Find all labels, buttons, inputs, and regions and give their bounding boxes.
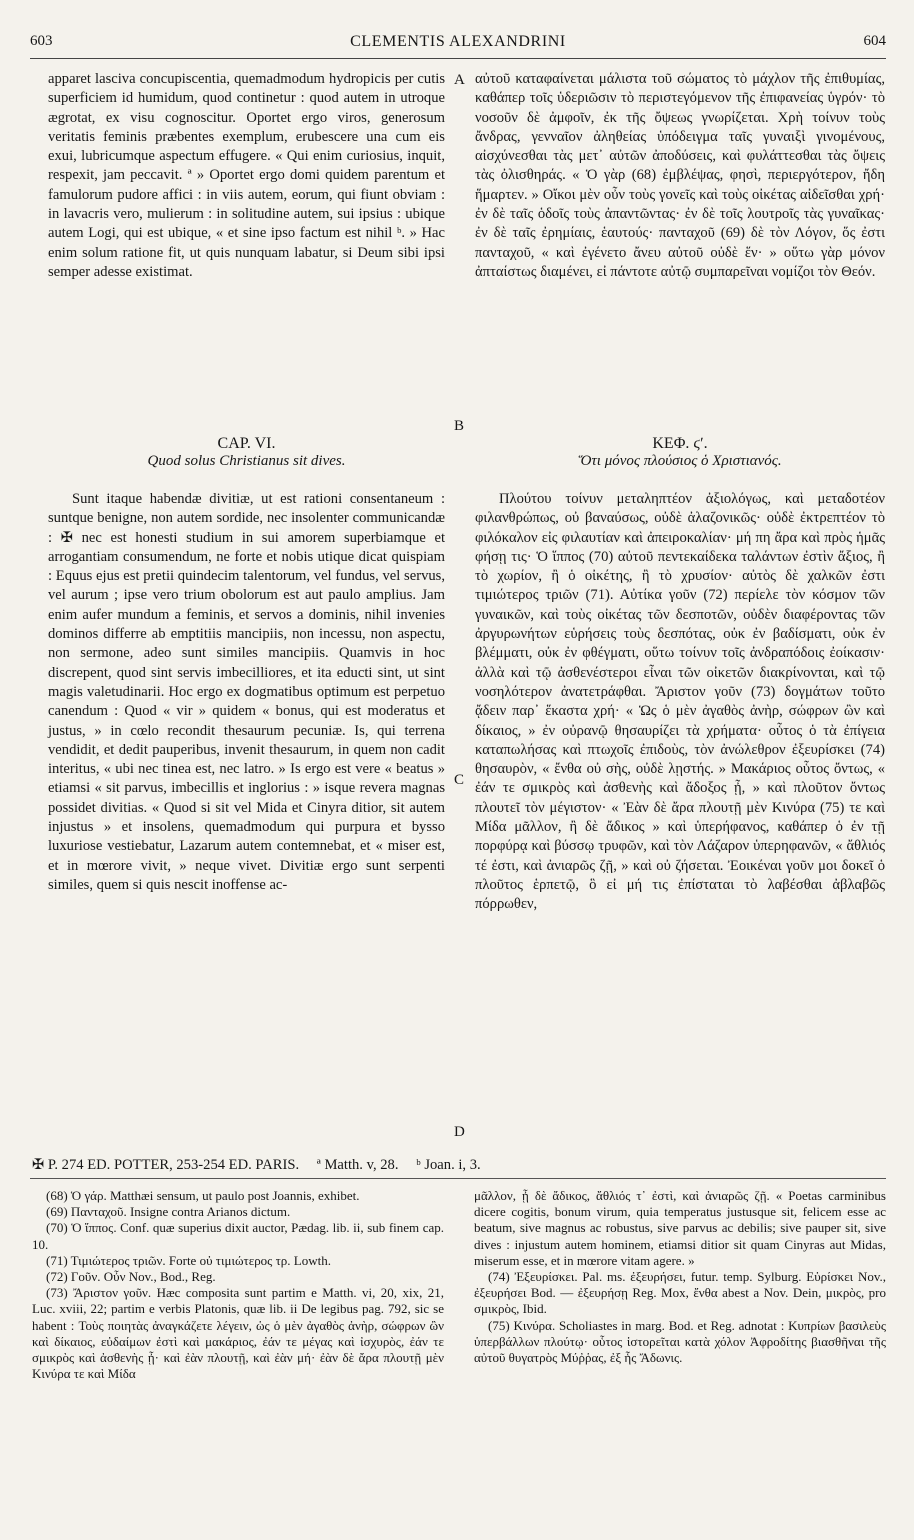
latin-paragraph-1: [48, 70, 445, 282]
note-70: (70) Ὁ ἵππος. Conf. quæ superius dixit auctor, Pædag. lib. ii, sub finem cap. 10.: [32, 1220, 444, 1252]
footnote-b: ᵇ Joan. i, 3.: [416, 1157, 481, 1173]
note-72: (72) Γοῦν. Οὖν Nov., Bod., Reg.: [46, 1269, 216, 1285]
margin-letter-b: B: [454, 418, 465, 434]
notes-right-column: [474, 1188, 886, 1366]
header-rule: [30, 58, 886, 59]
footnote-rule: [30, 1178, 886, 1179]
note-68: (68) Ὁ γάρ. Matthæi sensum, ut paulo post Joannis, exhibet.: [46, 1188, 360, 1203]
note-74: (74) Ἐξευρίσκει. Pal. ms. ἐξευρήσει, futur. temp. Sylburg. Εὑρίσκει Nov., ἐξευρήσει Bod. — ἐξευρήσῃ Reg. Mox, ἔνθα abest a Nov. Dein, μικρὸς, pro σμικρὸς, Ibid.: [474, 1269, 886, 1317]
latin-paragraph-2: [48, 490, 445, 895]
margin-letter-a: A: [454, 72, 465, 88]
notes-left-column: [32, 1188, 444, 1382]
latin-chapter-subtitle: Quod solus Christianus sit dives.: [147, 453, 346, 469]
greek-text-2: Πλούτου τοίνυν μεταληπτέον ἀξιολόγως, καὶ μεταδοτέον φιλανθρώπως, οὐ βαναύσως, οὐδὲ ἀλαζονικῶς· οὐδὲ ἐκτρεπτέον τὸ φιλόκαλον εἰς φιλαυτίαν καὶ ἀπειροκαλίαν· μή πη ἄρα καὶ πρὸς ἡμᾶς φήσῃ τις· Ὁ ἵππος (70) αὐτοῦ πεντεκαίδεκα ταλάντων ἐστὶν ἄξιος, ἢ τὸ χωρίον, ἢ ὁ οἰκέτης, ἢ τὸ χρυσίον· αὐτὸς δὲ χαλκῶν ἐστι τιμιώτερος τριῶν (71). Αὐτίκα γοῦν (72) περίελε τὸν κόσμον τῶν γυναικῶν, καὶ τοὺς οἰκέτας τῶν δεσποτῶν, οὐδὲν διαφέροντας τῶν ἀργυρωνήτων εὑρήσεις τοὺς δεσπότας, οὐκ ἐν βαδίσματι, οὐκ ἐν βλέμματι, οὐκ ἐν φθέγματι, οὕτω τοίνυν τοῖς ἀνδραπόδοις ἐοίκασιν· ἀλλὰ καὶ τῷ ἀσθενέστεροι εἶναι τῶν οἰκετῶν διακρίνονται, καὶ τῷ νοσηλότερον ἀνατετράφθαι. Ἄριστον γοῦν (73) δογμάτων τοῦτο ᾄδειν παρ᾽ ἕκαστα χρή· « Ὡς ὁ μὲν ἀγαθὸς ἀνὴρ, σώφρων ὢν καὶ δίκαιος, » ἐν οὐρανῷ θησαυρίζει τὰ χρήματα· οὗτος ὁ τὰ ἐπίγεια καταπωλήσας καὶ πτωχοῖς ἐπιδοὺς, τὸν ἀνώλεθρον ἐξευρίσκει (74) θησαυρὸν, « ἔνθα οὐ σὴς, οὐδὲ λῃστής. » Μακάριος οὗτος ὄντως, « ἐάν τε σμικρὸς καὶ ἀσθενὴς καὶ ἄδοξος ᾖ, » καὶ πλοῦτον ὄντως πλουτεῖ τὸν μέγιστον· « Ἐὰν δὲ ἄρα πλουτῇ μὲν Κινύρα (75) τε καὶ Μίδα μᾶλλον, ἢ δὲ ἄδικος » καὶ ὑπερήφανος, καθάπερ ὁ ἐν τῇ πορφύρᾳ καὶ βύσσῳ τρυφῶν, καὶ τὸν Λάζαρον ὑπερηφανῶν, « ἄθλιός τέ ἐστι, καὶ ἀνιαρῶς ζῇ, » καὶ οὐ ζήσεται. Ἐοικέναι γοῦν μοι δοκεῖ ὁ πλοῦτος ἑρπετῷ, ὃ εἰ μή τις ἐπίσταται τὸ λαβέσθαι ἀβλαβῶς πόρρωθεν,: [475, 491, 885, 913]
note-69: (69) Πανταχοῦ. Insigne contra Arianos dictum.: [46, 1204, 291, 1220]
running-title: CLEMENTIS ALEXANDRINI: [350, 33, 566, 50]
greek-text-1: αὐτοῦ καταφαίνεται μάλιστα τοῦ σώματος τὸ μάχλον τῆς ἐπιθυμίας, καθάπερ τοῖς ὑδεριῶσιν τὸ περιστεγόμενον τῆς ἐπιφανείας ὑγρόν· τὸ νοσοῦν δὲ ἀμφοῖν, ἐκ τῆς ὄψεως γνωρίζεται. Χρὴ τοίνυν τοὺς ἄνδρας, γενναῖον ἀληθείας ὑπόδειγμα ταῖς γυναιξὶ γινομένους, αἰσχύνεσθαι τὰς μετ᾽ αὐτῶν ἀποδύσεις, καὶ φυλάττεσθαι τὰς ὄψεις τὰς ὀλισθηράς. « Ὁ γὰρ (68) ἐμβλέψας, φησὶ, περιεργότερον, ἤδη ἥμαρτεν. » Οἴκοι μὲν οὖν τοὺς γονεῖς καὶ τοὺς οἰκέτας αἰδεῖσθαι χρή· ἐν δὲ ταῖς ὁδοῖς τοὺς ἀπαντῶντας· ἐν δὲ τοῖς λουτροῖς τὰς γυναῖκας· ἐν δὲ ταῖς ἐρημίαις, ἑαυτούς· πανταχοῦ (69) δὲ τὸν Λόγον, ὅς ἐστι πανταχοῦ, « καὶ ἐγένετο ἄνευ αὐτοῦ οὐδὲ ἕν· » οὕτω γὰρ μόνον ἀπταίστως διαμένει, εἰ πάντοτε αὐτῷ συμπαρεῖναι νομίζοι τὸν Θεόν.: [475, 71, 885, 280]
greek-paragraph-1: [475, 70, 885, 282]
note-75: (75) Κινύρα. Scholiastes in marg. Bod. et Reg. adnotat : Κυπρίων βασιλεὺς ὑπερβάλλων πλούτῳ· οὗτος ἱστορεῖται κατὰ χόλον Ἀφροδίτης βιασθῆναι τῆς αὐτοῦ θυγατρὸς Μύῤῥας, ἐξ ἧς Ἄδωνις.: [474, 1317, 886, 1366]
margin-letter-d: D: [454, 1124, 465, 1140]
page-number-left: 603: [30, 33, 53, 49]
page-number-right: 604: [863, 33, 886, 49]
note-71: (71) Τιμιώτερος τριῶν. Forte οὐ τιμιώτερος τρ. Lowth.: [46, 1252, 331, 1268]
latin-chapter-title: CAP. VI.: [217, 435, 276, 452]
latin-chapter-heading: [48, 435, 445, 470]
greek-chapter-subtitle: Ὅτι μόνος πλούσιος ὁ Χριστιανός.: [578, 453, 782, 469]
running-head: [30, 33, 886, 55]
note-73: (73) Ἄριστον γοῦν. Hæc composita sunt partim e Matth. vi, 20, xix, 21, Luc. xviii, 22; partim e verbis Platonis, quæ lib. ii De legibus pag. 792, sic se habent : Τοὺς ποιητὰς ἀναγκάζετε λέγειν, ὡς ὁ μὲν ἀγαθὸς ἀνὴρ, σώφρων ὢν καὶ δίκαιος, εὐδαίμων ἐστὶ καὶ μακάριος, ἐάν τε μέγας καὶ ἰσχυρὸς, ἐάν τε σμικρὸς καὶ ἀσθενὴς ᾖ· καὶ ἐὰν πλουτῇ, καὶ ἐὰν μή· ἐὰν δὲ ἄρα πλουτῇ μὲν Κινύρα τε καὶ Μίδα: [32, 1285, 444, 1382]
reference-line: [32, 1156, 886, 1174]
edition-reference: ✠ P. 274 ED. POTTER, 253-254 ED. PARIS.: [32, 1157, 300, 1173]
latin-text-2: Sunt itaque habendæ divitiæ, ut est rationi consentaneum : suntque benigne, non autem sordide, nec insolenter communicandæ : ✠ nec est honesti studium in sui amorem superbiamque et arrogantiam consumendum, ne forte et nobis utique dicat quispiam : Equus ejus est pretii quindecim talentorum, vel fundus, vel servus, vel aurum ; ipse vero trium obolorum est aut paulo amplius. Jam enim aufer mundum a feminis, et servos a dominis, nihil invenies dominos differre ab emptitiis mancipiis, non incessu, non aspectu, non sermone, adeo sunt similes mancipiis. Quamvis in hoc discrepent, quod sint servis imbecilliores, et ita educti sint, ut sint magis valetudinarii. Hoc ergo ex dogmatibus optimum est perpetuo canendum : Quod « vir » quidem « bonus, qui est moderatus et justus, » in cœlo recondit thesaurum pecuniæ. Is, qui terrena vendidit, et dedit pauperibus, invenit thesaurum, in quem non cadit interitus, « ubi nec tinea est, nec latro. » Is ergo est vere « beatus » etiamsi « sit parvus, imbecillis et inglorius : » isque revera magnas possidet divitias. « Quod si sit vel Mida et Cinyra ditior, sit autem injustus » et insolens, quemadmodum qui purpura et bysso luxuriose vestiebatur, Lazarum autem contemnebat, et « miser est, et in mœrore vivit, » neque vivet. Divitiæ ergo sunt serpenti similes, quem si quis nescit inoffense ac-: [48, 491, 445, 893]
greek-chapter-title: ΚΕΦ. ϛʹ.: [652, 435, 708, 452]
note-73-continued: μᾶλλον, ᾖ δὲ ἄδικος, ἄθλιός τ᾽ ἐστὶ, καὶ ἀνιαρῶς ζῇ. « Poetas carminibus dicere cogitis, bonum virum, quia temperatus justusque sit, felicem esse ac beatum, sive magnus ac robustus, sive parvus ac debilis; sive pauper sit, sive dives : injustum autem hominem, etiamsi ditior sit quam Cinyras aut Midas, miserum esse, et in mœrore vitam agere. »: [474, 1188, 886, 1268]
greek-paragraph-2: [475, 490, 885, 915]
greek-chapter-heading: [475, 435, 885, 470]
latin-text-1: apparet lasciva concupiscentia, quemadmodum hydropicis per cutis superficiem id humidum, quod continetur : quod autem in utroque ægrotat, ex visu cognoscitur. Oportet ergo viros, generosum veritatis feminis præbentes exemplum, erubescere una cum eis exui, lubricumque aspectum effugere. « Qui enim curiosius, inquit, respexit, jam peccavit. ª » Oportet ergo domi quidem parentum et famulorum pudore affici : in viis autem, eorum, qui fiunt obviam : in lavacris vero, mulierum : in solitudine autem, sui ipsius : ubique autem Logi, qui est ubique, « et sine ipso factum est nihil ᵇ. » Hac enim solum ratione fit, ut quis nunquam labatur, si Deum sibi ipsi semper adesse existimat.: [48, 71, 445, 280]
footnote-a: ª Matth. v, 28.: [316, 1157, 399, 1173]
margin-letter-c: C: [454, 772, 465, 788]
